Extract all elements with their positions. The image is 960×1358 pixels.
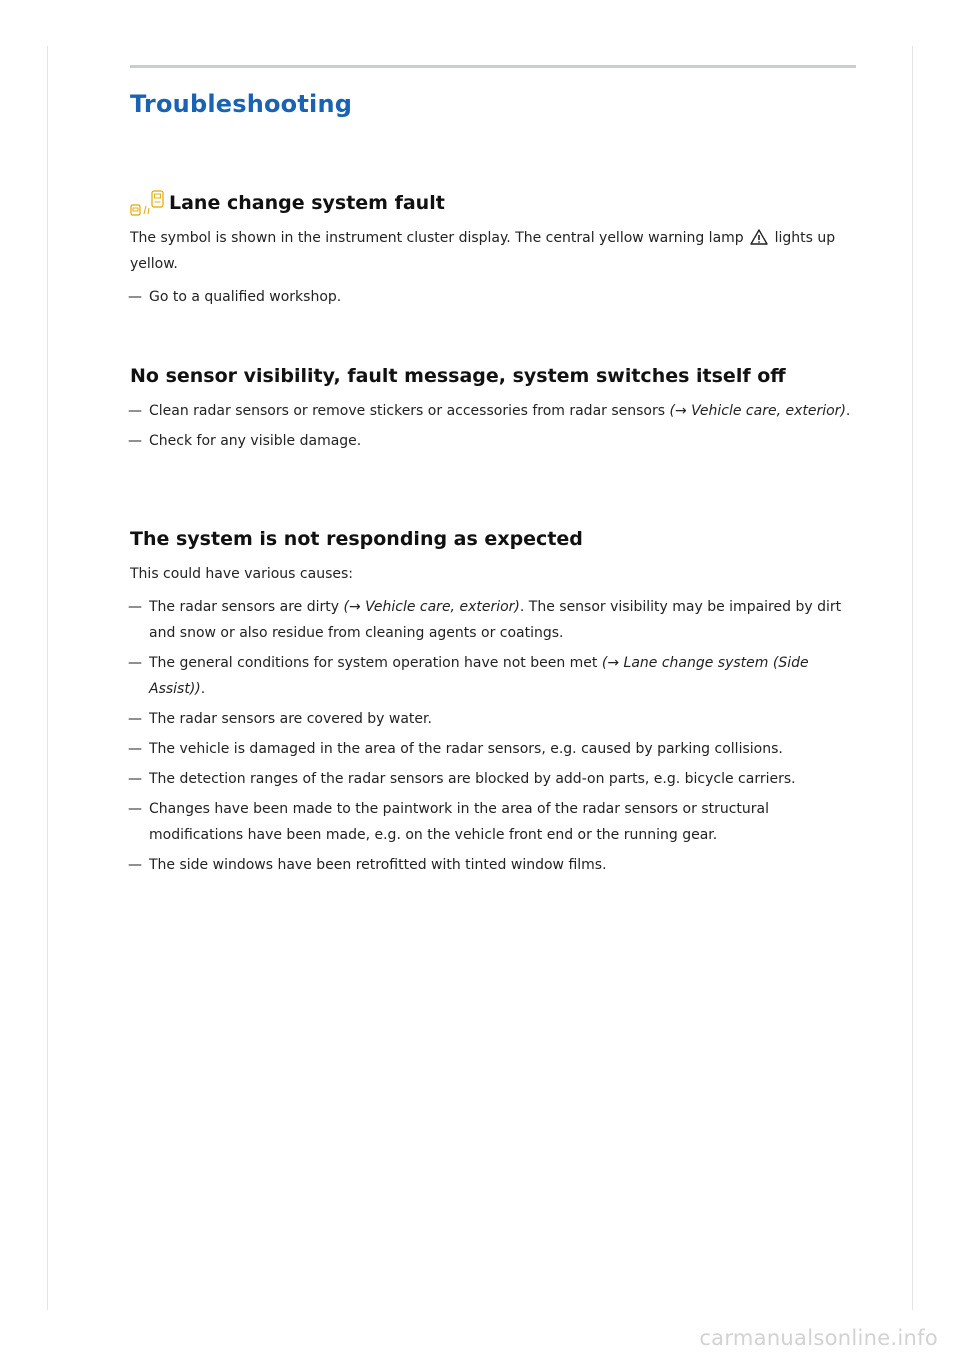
- section-heading-text: Lane change system fault: [169, 192, 445, 214]
- action-list: [130, 284, 860, 310]
- list-item: [130, 428, 860, 454]
- list-item-text: Check for any visible damage.: [149, 433, 362, 449]
- lane-change-system-icon: [130, 190, 166, 216]
- watermark: carmanualsonline.info: [699, 1326, 938, 1350]
- list-dash: —: [128, 771, 142, 787]
- list-item-text: The vehicle is damaged in the area of the radar sensors, e.g. caused by parking collisions.: [149, 741, 783, 757]
- list-item-text-after: .: [845, 403, 851, 419]
- list-item-text-after: .: [200, 681, 206, 697]
- list-dash: —: [128, 433, 142, 449]
- list-item: [130, 736, 860, 762]
- list-item-text: Changes have been made to the paintwork in the area of the radar sensors or structural modifications have been made, e.g. on the vehicle front end or the running gear.: [149, 801, 770, 843]
- list-dash: —: [128, 801, 142, 817]
- list-item: [130, 594, 860, 646]
- list-dash: —: [128, 655, 142, 671]
- cause-list: [130, 594, 860, 878]
- list-item-text: The radar sensors are dirty: [149, 599, 344, 615]
- section-paragraph: [130, 225, 860, 277]
- warning-triangle-icon: [750, 229, 768, 245]
- cross-reference-link[interactable]: (→ Vehicle care, exterior): [669, 403, 846, 419]
- list-dash: —: [128, 289, 142, 305]
- section-heading: [130, 190, 860, 216]
- list-item-text: Clean radar sensors or remove stickers or accessories from radar sensors: [149, 403, 670, 419]
- section-not-responding: [130, 526, 860, 882]
- list-dash: —: [128, 741, 142, 757]
- list-dash: —: [128, 599, 142, 615]
- list-item: [130, 398, 860, 424]
- list-item-text: The side windows have been retrofitted with tinted window films.: [149, 857, 607, 873]
- list-item: [130, 284, 860, 310]
- list-dash: —: [128, 857, 142, 873]
- section-no-sensor-visibility: [130, 363, 860, 458]
- header-rule: [130, 65, 856, 68]
- cross-reference-link[interactable]: (→ Lane change system (Side Assist)): [149, 655, 809, 697]
- list-item: [130, 852, 860, 878]
- list-item: [130, 796, 860, 848]
- paragraph-part-a: The symbol is shown in the instrument cluster display. The central yellow warning lamp: [130, 230, 744, 246]
- list-item-text: The radar sensors are covered by water.: [149, 711, 432, 727]
- list-item: [130, 650, 860, 702]
- list-item-text-after: . The sensor visibility may be impaired by dirt and snow or also residue from cleaning agents or coatings.: [149, 599, 842, 641]
- page-edge-right: [912, 46, 913, 1310]
- section-heading: No sensor visibility, fault message, system switches itself off: [130, 365, 786, 387]
- list-item-text: Go to a qualified workshop.: [149, 289, 342, 305]
- list-dash: —: [128, 711, 142, 727]
- list-item: [130, 766, 860, 792]
- list-item-text: The general conditions for system operation have not been met: [149, 655, 602, 671]
- section-lane-change-fault: [130, 190, 860, 314]
- list-item-text: The detection ranges of the radar sensors are blocked by add-on parts, e.g. bicycle carriers.: [149, 771, 796, 787]
- paragraph-part-b: lights up yellow.: [130, 230, 836, 272]
- section-intro: This could have various causes:: [130, 566, 353, 582]
- list-dash: —: [128, 403, 142, 419]
- page-title: Troubleshooting: [130, 90, 353, 118]
- section-heading: The system is not responding as expected: [130, 528, 583, 550]
- action-list: [130, 398, 860, 454]
- cross-reference-link[interactable]: (→ Vehicle care, exterior): [343, 599, 520, 615]
- list-item: [130, 706, 860, 732]
- page-edge-left: [47, 46, 48, 1310]
